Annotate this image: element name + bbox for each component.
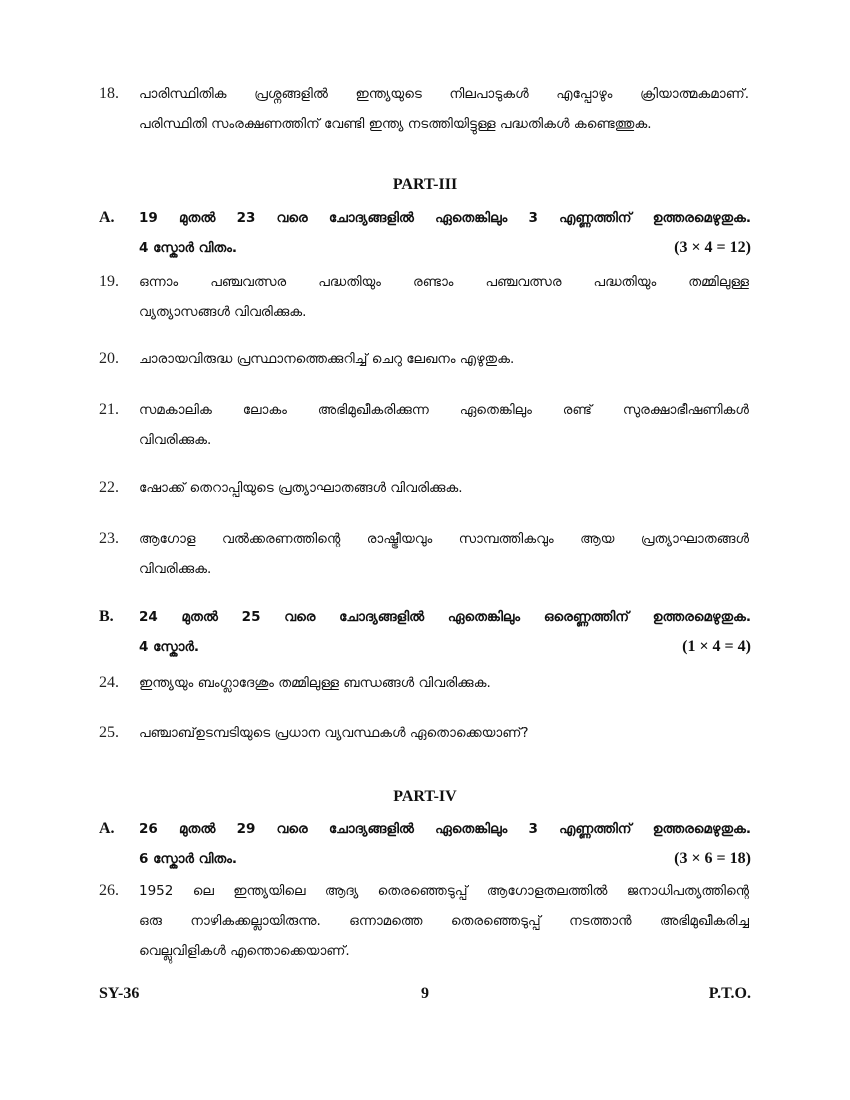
question-number: 20. bbox=[99, 350, 119, 367]
question-text-line: ഒന്നാം പഞ്ചവത്സര പദ്ധതിയും രണ്ടാം പഞ്ചവത്സര പദ്ധതിയും തമ്മിലുള്ള bbox=[139, 274, 749, 290]
section-marks: (1 × 4 = 4) bbox=[682, 638, 751, 655]
pto-label: P.T.O. bbox=[708, 985, 751, 1002]
question-number: 25. bbox=[99, 724, 119, 741]
question-text-line: 1952 ലെ ഇന്ത്യയിലെ ആദ്യ തെരഞ്ഞെടുപ്പ് ആഗോളതലത്തിൽ ജനാധിപത്യത്തിന്റെ bbox=[139, 883, 749, 899]
question-text-line: പഞ്ചാബ്ഉടമ്പടിയുടെ പ്രധാന വ്യവസ്ഥകൾ ഏതൊക്കെയാണ്? bbox=[139, 725, 529, 741]
paper-code: SY-36 bbox=[99, 985, 140, 1002]
section-marks: (3 × 4 = 12) bbox=[674, 239, 751, 256]
question-text-line: വിവരിക്കുക. bbox=[139, 432, 212, 448]
section-marks: (3 × 6 = 18) bbox=[674, 850, 751, 867]
section-score-row bbox=[139, 233, 751, 263]
question-number: 24. bbox=[99, 674, 119, 691]
part-heading: PART-III bbox=[392, 176, 458, 193]
section-score-text: 4 സ്കോർ വിതം. bbox=[139, 240, 238, 256]
part-heading: PART-IV bbox=[393, 788, 457, 805]
section-instruction-line: 19 മുതൽ 23 വരെ ചോദ്യങ്ങളിൽ ഏതെങ്കിലും 3 എണ്ണത്തിന് ഉത്തരമെഴുതുക. bbox=[139, 210, 751, 226]
question-text-line: ആഗോള വൽക്കരണത്തിന്റെ രാഷ്ട്രീയവും സാമ്പത്തികവും ആയ പ്രത്യാഘാതങ്ങൾ bbox=[139, 531, 749, 547]
section-score-row bbox=[139, 844, 751, 874]
section-letter: B. bbox=[99, 608, 114, 625]
question-text-line: ചാരായവിരുദ്ധ പ്രസ്ഥാനത്തെക്കുറിച്ച് ചെറു ലേഖനം എഴുതുക. bbox=[139, 351, 515, 367]
section-instruction-line: 24 മുതൽ 25 വരെ ചോദ്യങ്ങളിൽ ഏതെങ്കിലും ഒരെണ്ണത്തിന് ഉത്തരമെഴുതുക. bbox=[139, 609, 751, 625]
question-number: 23. bbox=[99, 530, 119, 547]
section-letter: A. bbox=[99, 820, 115, 837]
question-number: 21. bbox=[99, 401, 119, 418]
question-text-line: ഒരു നാഴികക്കല്ലായിരുന്നു. ഒന്നാമത്തെ തെരഞ്ഞെടുപ്പ് നടത്താൻ അഭിമുഖീകരിച്ച bbox=[139, 913, 749, 929]
section-instruction-line: 26 മുതൽ 29 വരെ ചോദ്യങ്ങളിൽ ഏതെങ്കിലും 3 എണ്ണത്തിന് ഉത്തരമെഴുതുക. bbox=[139, 821, 751, 837]
section-score-text: 4 സ്കോർ. bbox=[139, 639, 200, 655]
question-number: 19. bbox=[99, 273, 119, 290]
section-letter: A. bbox=[99, 209, 115, 226]
section-score-text: 6 സ്കോർ വിതം. bbox=[139, 851, 238, 867]
section-score-row bbox=[139, 632, 751, 662]
question-text-line: സമകാലിക ലോകം അഭിമുഖീകരിക്കുന്ന ഏതെങ്കിലും രണ്ട് സുരക്ഷാഭീഷണികൾ bbox=[139, 402, 749, 418]
question-text-line: പാരിസ്ഥിതിക പ്രശ്നങ്ങളിൽ ഇന്ത്യയുടെ നിലപാടുകൾ എപ്പോഴും ക്രിയാത്മകമാണ്. bbox=[139, 86, 749, 102]
page-number: 9 bbox=[421, 985, 429, 1002]
question-text-line: ഷോക്ക് തെറാപ്പിയുടെ പ്രത്യാഘാതങ്ങൾ വിവരിക്കുക. bbox=[139, 480, 463, 496]
question-text-line: വ്യത്യാസങ്ങൾ വിവരിക്കുക. bbox=[139, 304, 307, 320]
question-text-line: പരിസ്ഥിതി സംരക്ഷണത്തിന് വേണ്ടി ഇന്ത്യ നടത്തിയിട്ടുള്ള പദ്ധതികൾ കണ്ടെത്തുക. bbox=[139, 116, 652, 132]
question-text-line: വിവരിക്കുക. bbox=[139, 561, 212, 577]
question-number: 22. bbox=[99, 479, 119, 496]
page-footer bbox=[99, 985, 751, 1007]
question-number: 18. bbox=[99, 85, 119, 102]
question-text-line: വെല്ലുവിളികൾ എന്തൊക്കെയാണ്. bbox=[139, 943, 350, 959]
question-number: 26. bbox=[99, 882, 119, 899]
question-text-line: ഇന്ത്യയും ബംഗ്ലാദേശും തമ്മിലുള്ള ബന്ധങ്ങൾ വിവരിക്കുക. bbox=[139, 675, 491, 691]
